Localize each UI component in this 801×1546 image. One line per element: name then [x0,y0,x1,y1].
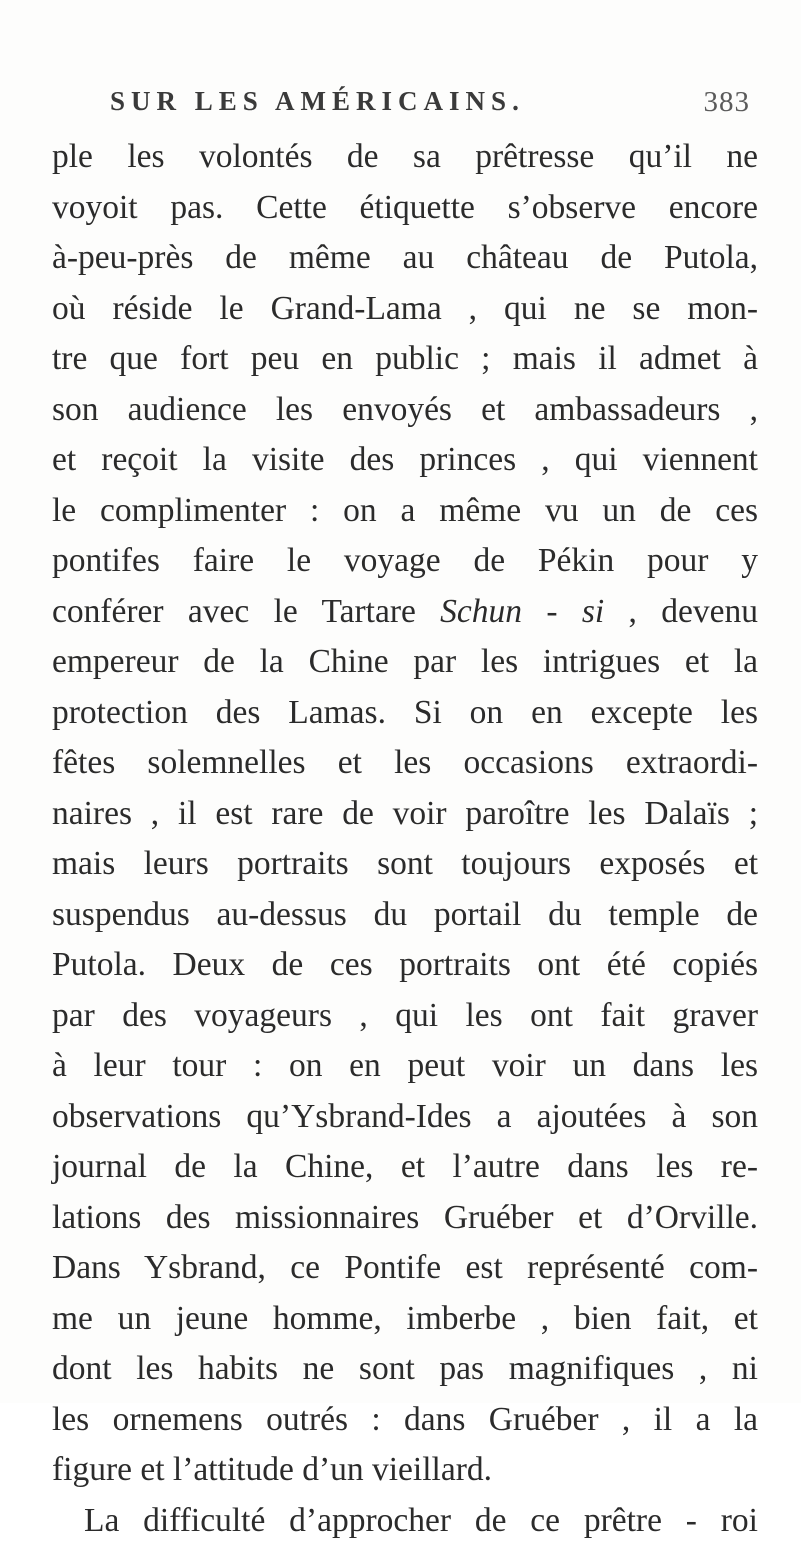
text-line: Putola. Deux de ces portraits ont été copiés [52,940,758,991]
text-line: et reçoit la visite des princes , qui viennent [52,435,758,486]
text-segment: conférer avec le Tartare [52,593,440,630]
text-line: fêtes solemnelles et les occasions extraordi- [52,738,758,789]
running-title: SUR LES AMÉRICAINS. [110,86,525,117]
body-text [52,132,758,1546]
text-line: lations des missionnaires Gruéber et d’Orville. [52,1193,758,1244]
text-line-with-italic [52,587,758,638]
text-line: ple les volontés de sa prêtresse qu’il ne [52,132,758,183]
text-line: journal de la Chine, et l’autre dans les re- [52,1142,758,1193]
running-head [110,86,750,126]
text-line: à-peu-près de même au château de Putola, [52,233,758,284]
text-line: dont les habits ne sont pas magnifiques , ni [52,1344,758,1395]
text-line: empereur de la Chine par les intrigues et la [52,637,758,688]
text-segment: , devenu [604,593,758,630]
text-line: voyoit pas. Cette étiquette s’observe encore [52,183,758,234]
text-line: suspendus au-dessus du portail du temple de [52,890,758,941]
text-line: où réside le Grand-Lama , qui ne se mon- [52,284,758,335]
text-line: Dans Ysbrand, ce Pontife est représenté com- [52,1243,758,1294]
text-line: mais leurs portraits sont toujours exposés et [52,839,758,890]
text-line: me un jeune homme, imberbe , bien fait, et [52,1294,758,1345]
text-line: les ornemens outrés : dans Gruéber , il a la [52,1395,758,1446]
text-line: La difficulté d’approcher de ce prêtre - roi [52,1496,758,1546]
text-line: figure et l’attitude d’un vieillard. [52,1445,758,1496]
page-number: 383 [704,86,751,119]
text-line: à leur tour : on en peut voir un dans les [52,1041,758,1092]
text-line: naires , il est rare de voir paroître les Dalaïs ; [52,789,758,840]
text-line: par des voyageurs , qui les ont fait graver [52,991,758,1042]
text-line: observations qu’Ysbrand-Ides a ajoutées à son [52,1092,758,1143]
text-line: protection des Lamas. Si on en excepte les [52,688,758,739]
italic-name: Schun - si [440,593,604,630]
text-line: pontifes faire le voyage de Pékin pour y [52,536,758,587]
text-line: tre que fort peu en public ; mais il admet à [52,334,758,385]
text-line: son audience les envoyés et ambassadeurs , [52,385,758,436]
text-line: le complimenter : on a même vu un de ces [52,486,758,537]
